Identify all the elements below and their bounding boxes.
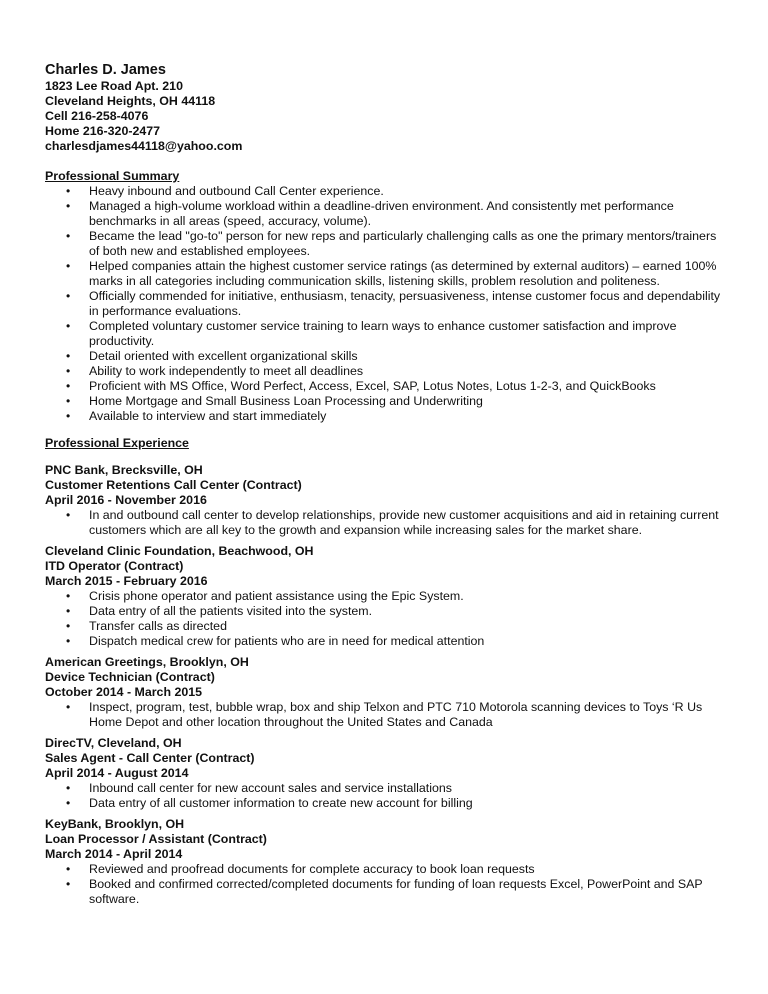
job-dates: April 2016 - November 2016 xyxy=(45,493,207,507)
list-item: • Became the lead "go-to" person for new reps and particularly challenging calls as one the primary mentors/trainers of both new and established employees. xyxy=(45,229,725,259)
job-dates: October 2014 - March 2015 xyxy=(45,685,203,699)
job-dates: April 2014 - August 2014 xyxy=(45,766,189,780)
list-item: • Transfer calls as directed xyxy=(45,619,725,634)
job-dates: March 2015 - February 2016 xyxy=(45,574,208,588)
job-entry xyxy=(45,817,725,907)
job-entry xyxy=(45,463,725,538)
job-role: ITD Operator (Contract) xyxy=(45,559,184,573)
list-item: • Booked and confirmed corrected/completed documents for funding of loan requests Excel, PowerPoint and SAP software. xyxy=(45,877,725,907)
job-role: Customer Retentions Call Center (Contract) xyxy=(45,478,302,492)
job-dates: March 2014 - April 2014 xyxy=(45,847,183,861)
experience-heading: Professional Experience xyxy=(45,436,189,450)
job-duties xyxy=(45,589,725,649)
summary-heading: Professional Summary xyxy=(45,169,180,183)
list-item: • Ability to work independently to meet all deadlines xyxy=(45,364,725,379)
list-item: • Data entry of all customer information to create new account for billing xyxy=(45,796,725,811)
list-item: • Detail oriented with excellent organizational skills xyxy=(45,349,725,364)
list-item: • Inspect, program, test, bubble wrap, box and ship Telxon and PTC 710 Motorola scanning devices to Toys ‘R Us Home Depot and other location throughout the United States and Canada xyxy=(45,700,725,730)
job-role: Sales Agent - Call Center (Contract) xyxy=(45,751,255,765)
address-line-1: 1823 Lee Road Apt. 210 xyxy=(45,79,183,93)
job-duties xyxy=(45,700,725,730)
list-item: • In and outbound call center to develop relationships, provide new customer acquisitions and aid in retaining current customers which are all key to the growth and expansion while increasing sales for the market share. xyxy=(45,508,725,538)
job-company: PNC Bank, Brecksville, OH xyxy=(45,463,203,477)
list-item: • Dispatch medical crew for patients who are in need for medical attention xyxy=(45,634,725,649)
list-item: • Reviewed and proofread documents for complete accuracy to book loan requests xyxy=(45,862,725,877)
resume-content xyxy=(45,61,725,907)
applicant-name: Charles D. James xyxy=(45,62,166,78)
address-line-2: Cleveland Heights, OH 44118 xyxy=(45,94,216,108)
job-company: Cleveland Clinic Foundation, Beachwood, OH xyxy=(45,544,314,558)
job-duties xyxy=(45,781,725,811)
list-item: • Completed voluntary customer service training to learn ways to enhance customer satisfaction and improve productivity. xyxy=(45,319,725,349)
home-phone: Home 216-320-2477 xyxy=(45,124,161,138)
list-item: • Inbound call center for new account sales and service installations xyxy=(45,781,725,796)
job-company: KeyBank, Brooklyn, OH xyxy=(45,817,185,831)
job-duties xyxy=(45,508,725,538)
list-item: • Proficient with MS Office, Word Perfect, Access, Excel, SAP, Lotus Notes, Lotus 1-2-3, and QuickBooks xyxy=(45,379,725,394)
list-item: • Helped companies attain the highest customer service ratings (as determined by external auditors) – earned 100% marks in all categories including communication skills, listening skills, problem resolution and politeness. xyxy=(45,259,725,289)
summary-list xyxy=(45,184,725,424)
list-item: • Crisis phone operator and patient assistance using the Epic System. xyxy=(45,589,725,604)
list-item: • Home Mortgage and Small Business Loan Processing and Underwriting xyxy=(45,394,725,409)
job-role: Loan Processor / Assistant (Contract) xyxy=(45,832,267,846)
job-company: American Greetings, Brooklyn, OH xyxy=(45,655,249,669)
job-entry xyxy=(45,736,725,811)
list-item: • Officially commended for initiative, enthusiasm, tenacity, persuasiveness, intense customer focus and dependability in performance evaluations. xyxy=(45,289,725,319)
list-item: • Data entry of all the patients visited into the system. xyxy=(45,604,725,619)
job-company: DirecTV, Cleveland, OH xyxy=(45,736,182,750)
list-item: • Heavy inbound and outbound Call Center experience. xyxy=(45,184,725,199)
job-entry xyxy=(45,655,725,730)
job-duties xyxy=(45,862,725,907)
job-entry xyxy=(45,544,725,649)
list-item: • Available to interview and start immediately xyxy=(45,409,725,424)
email-address: charlesdjames44118@yahoo.com xyxy=(45,139,243,153)
job-role: Device Technician (Contract) xyxy=(45,670,215,684)
cell-phone: Cell 216-258-4076 xyxy=(45,109,149,123)
list-item: • Managed a high-volume workload within a deadline-driven environment. And consistently met performance benchmarks in all areas (speed, accuracy, volume). xyxy=(45,199,725,229)
